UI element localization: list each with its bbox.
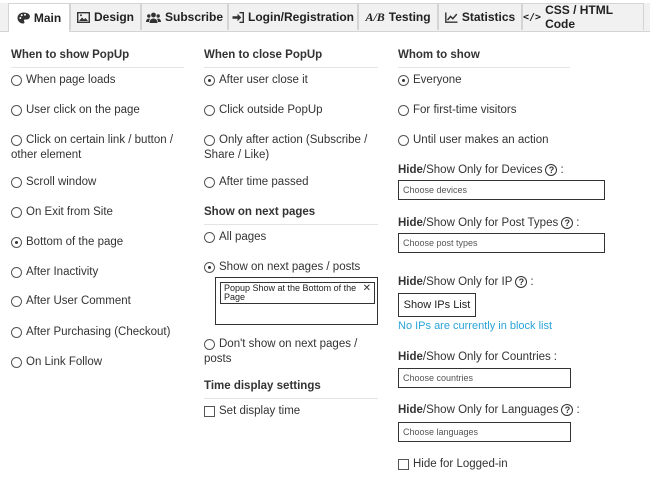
radio-button-selected[interactable] <box>204 75 215 86</box>
filter-target: IP <box>501 276 513 288</box>
option-label: After time passed <box>219 176 309 188</box>
show-option-link-follow[interactable] <box>11 355 186 370</box>
radio-button[interactable] <box>398 135 409 146</box>
tab-design-label: Design <box>93 10 134 24</box>
option-label: Until user makes an action <box>413 134 549 146</box>
radio-button[interactable] <box>11 105 22 116</box>
devices-filter-label <box>398 164 564 176</box>
show-only-prefix: /Show Only for <box>422 217 502 229</box>
close-option-click-outside[interactable] <box>204 103 380 118</box>
option-label: When page loads <box>26 74 116 86</box>
option-label: Click outside PopUp <box>219 104 323 116</box>
close-icon[interactable]: ✕ <box>362 283 371 294</box>
hide-word[interactable]: Hide <box>398 217 423 229</box>
help-icon[interactable]: ? <box>545 164 557 176</box>
countries-filter-label <box>398 351 557 363</box>
image-icon <box>77 12 90 23</box>
tab-css-html-code[interactable] <box>522 3 644 30</box>
radio-button[interactable] <box>204 232 215 243</box>
radio-button[interactable] <box>11 207 22 218</box>
tab-bar <box>0 3 650 32</box>
option-label: Only after action (Subscribe / Share / Like) <box>204 134 368 161</box>
option-label: Bottom of the page <box>26 236 124 248</box>
tab-subscribe[interactable] <box>141 3 228 30</box>
option-label: After User Comment <box>26 295 131 307</box>
radio-button[interactable] <box>204 135 215 146</box>
whom-option-until-action[interactable] <box>398 133 598 148</box>
show-only-prefix: /Show Only for <box>422 404 502 416</box>
option-label: On Exit from Site <box>26 206 113 218</box>
option-label: After user close it <box>219 74 308 86</box>
option-label: Scroll window <box>26 176 97 188</box>
ip-block-list-info: No IPs are currently in block list <box>398 320 553 332</box>
ip-filter-label <box>398 276 534 288</box>
selected-tag <box>220 282 375 304</box>
tab-subscribe-label: Subscribe <box>164 10 224 24</box>
when-to-close-heading: When to close PopUp <box>204 49 323 61</box>
show-option-bottom[interactable] <box>11 235 186 250</box>
next-pages-option-dont[interactable] <box>204 337 376 367</box>
filter-target: Devices <box>501 164 543 176</box>
devices-placeholder: Choose devices <box>403 185 468 195</box>
when-to-show-divider <box>11 67 184 68</box>
show-ips-list-button[interactable]: Show IPs List <box>398 293 476 317</box>
filter-target: Countries <box>501 351 551 363</box>
next-pages-option-show[interactable] <box>204 260 380 275</box>
radio-button-selected[interactable] <box>11 237 22 248</box>
hide-logged-in-checkbox[interactable] <box>398 459 409 470</box>
option-label: Everyone <box>413 74 462 86</box>
colon: : <box>560 164 564 176</box>
option-label: Don't show on next pages / posts <box>204 338 358 365</box>
radio-button-selected[interactable] <box>204 262 215 273</box>
post-types-select[interactable] <box>398 233 605 253</box>
option-label: For first-time visitors <box>413 104 517 116</box>
when-to-close-divider <box>204 67 378 68</box>
radio-button[interactable] <box>11 177 22 188</box>
filter-target: Languages <box>501 404 559 416</box>
whom-to-show-divider <box>398 67 570 68</box>
show-only-prefix: /Show Only for <box>422 164 502 176</box>
radio-button-selected[interactable] <box>398 75 409 86</box>
help-icon[interactable]: ? <box>561 217 573 229</box>
whom-option-everyone[interactable] <box>398 73 598 88</box>
ab-icon: A/B <box>365 9 385 24</box>
help-icon[interactable]: ? <box>515 276 527 288</box>
tab-ab-testing[interactable] <box>358 3 438 30</box>
show-option-exit[interactable] <box>11 205 186 220</box>
show-only-prefix: /Show Only for <box>422 351 502 363</box>
radio-button[interactable] <box>11 327 22 338</box>
option-label: Click on certain link / button / other element <box>11 134 174 161</box>
close-option-after-action[interactable] <box>204 133 380 163</box>
show-option-inactivity[interactable] <box>11 265 186 280</box>
tab-statistics-label: Statistics <box>461 10 516 24</box>
post-types-placeholder: Choose post types <box>403 238 478 248</box>
option-label: After Purchasing (Checkout) <box>26 326 171 338</box>
countries-select[interactable] <box>398 368 571 388</box>
tab-main-label: Main <box>33 11 62 25</box>
next-pages-heading: Show on next pages <box>204 206 316 218</box>
filter-target: Post Types <box>501 217 559 229</box>
sign-in-icon <box>232 12 244 23</box>
countries-placeholder: Choose countries <box>403 373 474 383</box>
users-icon <box>146 12 161 23</box>
hide-word[interactable]: Hide <box>398 404 423 416</box>
option-label: On Link Follow <box>26 356 103 368</box>
radio-button[interactable] <box>204 339 215 350</box>
tab-main[interactable] <box>8 3 70 32</box>
tab-login-label: Login/Registration <box>248 10 354 24</box>
radio-button[interactable] <box>204 105 215 116</box>
palette-icon <box>17 12 30 24</box>
radio-button[interactable] <box>204 177 215 188</box>
hide-word[interactable]: Hide <box>398 164 423 176</box>
option-label: Show on next pages / posts <box>219 261 361 273</box>
tab-statistics[interactable] <box>438 3 522 30</box>
close-option-time-passed[interactable] <box>204 175 380 190</box>
time-display-divider <box>204 398 378 399</box>
show-only-prefix: /Show Only for <box>422 276 502 288</box>
colon: : <box>553 351 557 363</box>
option-label: User click on the page <box>26 104 140 116</box>
languages-placeholder: Choose languages <box>403 427 479 437</box>
radio-button[interactable] <box>11 135 22 146</box>
option-label: All pages <box>219 231 267 243</box>
post-types-filter-label <box>398 217 579 229</box>
tab-ab-label: Testing <box>388 10 431 24</box>
help-icon[interactable]: ? <box>561 404 573 416</box>
set-display-time-checkbox[interactable] <box>204 406 215 417</box>
colon: : <box>530 276 534 288</box>
tag-label: Popup Show at the Bottom of the Page <box>224 283 357 302</box>
next-pages-divider <box>204 224 378 225</box>
line-chart-icon <box>445 12 458 23</box>
radio-button[interactable] <box>11 296 22 307</box>
next-pages-option-all[interactable] <box>204 230 380 245</box>
option-label: Hide for Logged-in <box>413 458 508 470</box>
hide-word[interactable]: Hide <box>398 276 423 288</box>
code-icon: </> <box>523 11 542 23</box>
option-label: Set display time <box>219 405 301 417</box>
next-pages-tag-input[interactable] <box>215 277 378 325</box>
tab-css-label: CSS / HTML Code <box>545 3 613 31</box>
radio-button[interactable] <box>398 105 409 116</box>
show-option-user-click[interactable] <box>11 103 186 118</box>
time-display-heading: Time display settings <box>204 380 321 392</box>
radio-button[interactable] <box>11 75 22 86</box>
whom-to-show-heading: Whom to show <box>398 49 480 61</box>
tab-login-registration[interactable] <box>228 3 358 30</box>
show-option-page-load[interactable] <box>11 73 186 88</box>
colon: : <box>576 217 580 229</box>
languages-select[interactable] <box>398 422 571 442</box>
tab-design[interactable] <box>70 3 141 30</box>
show-option-scroll[interactable] <box>11 175 186 190</box>
option-label: After Inactivity <box>26 266 99 278</box>
colon: : <box>576 404 580 416</box>
devices-select[interactable] <box>398 180 605 200</box>
radio-button[interactable] <box>11 267 22 278</box>
hide-word[interactable]: Hide <box>398 351 423 363</box>
show-option-comment[interactable] <box>11 294 186 309</box>
hide-logged-in-option[interactable] <box>398 457 598 472</box>
when-to-show-heading: When to show PopUp <box>11 49 130 61</box>
radio-button[interactable] <box>11 357 22 368</box>
show-option-purchasing[interactable] <box>11 325 186 340</box>
whom-option-first-time[interactable] <box>398 103 598 118</box>
show-option-click-link[interactable] <box>11 133 183 163</box>
close-option-user-close[interactable] <box>204 73 380 88</box>
languages-filter-label <box>398 404 580 416</box>
set-display-time-option[interactable] <box>204 404 380 419</box>
